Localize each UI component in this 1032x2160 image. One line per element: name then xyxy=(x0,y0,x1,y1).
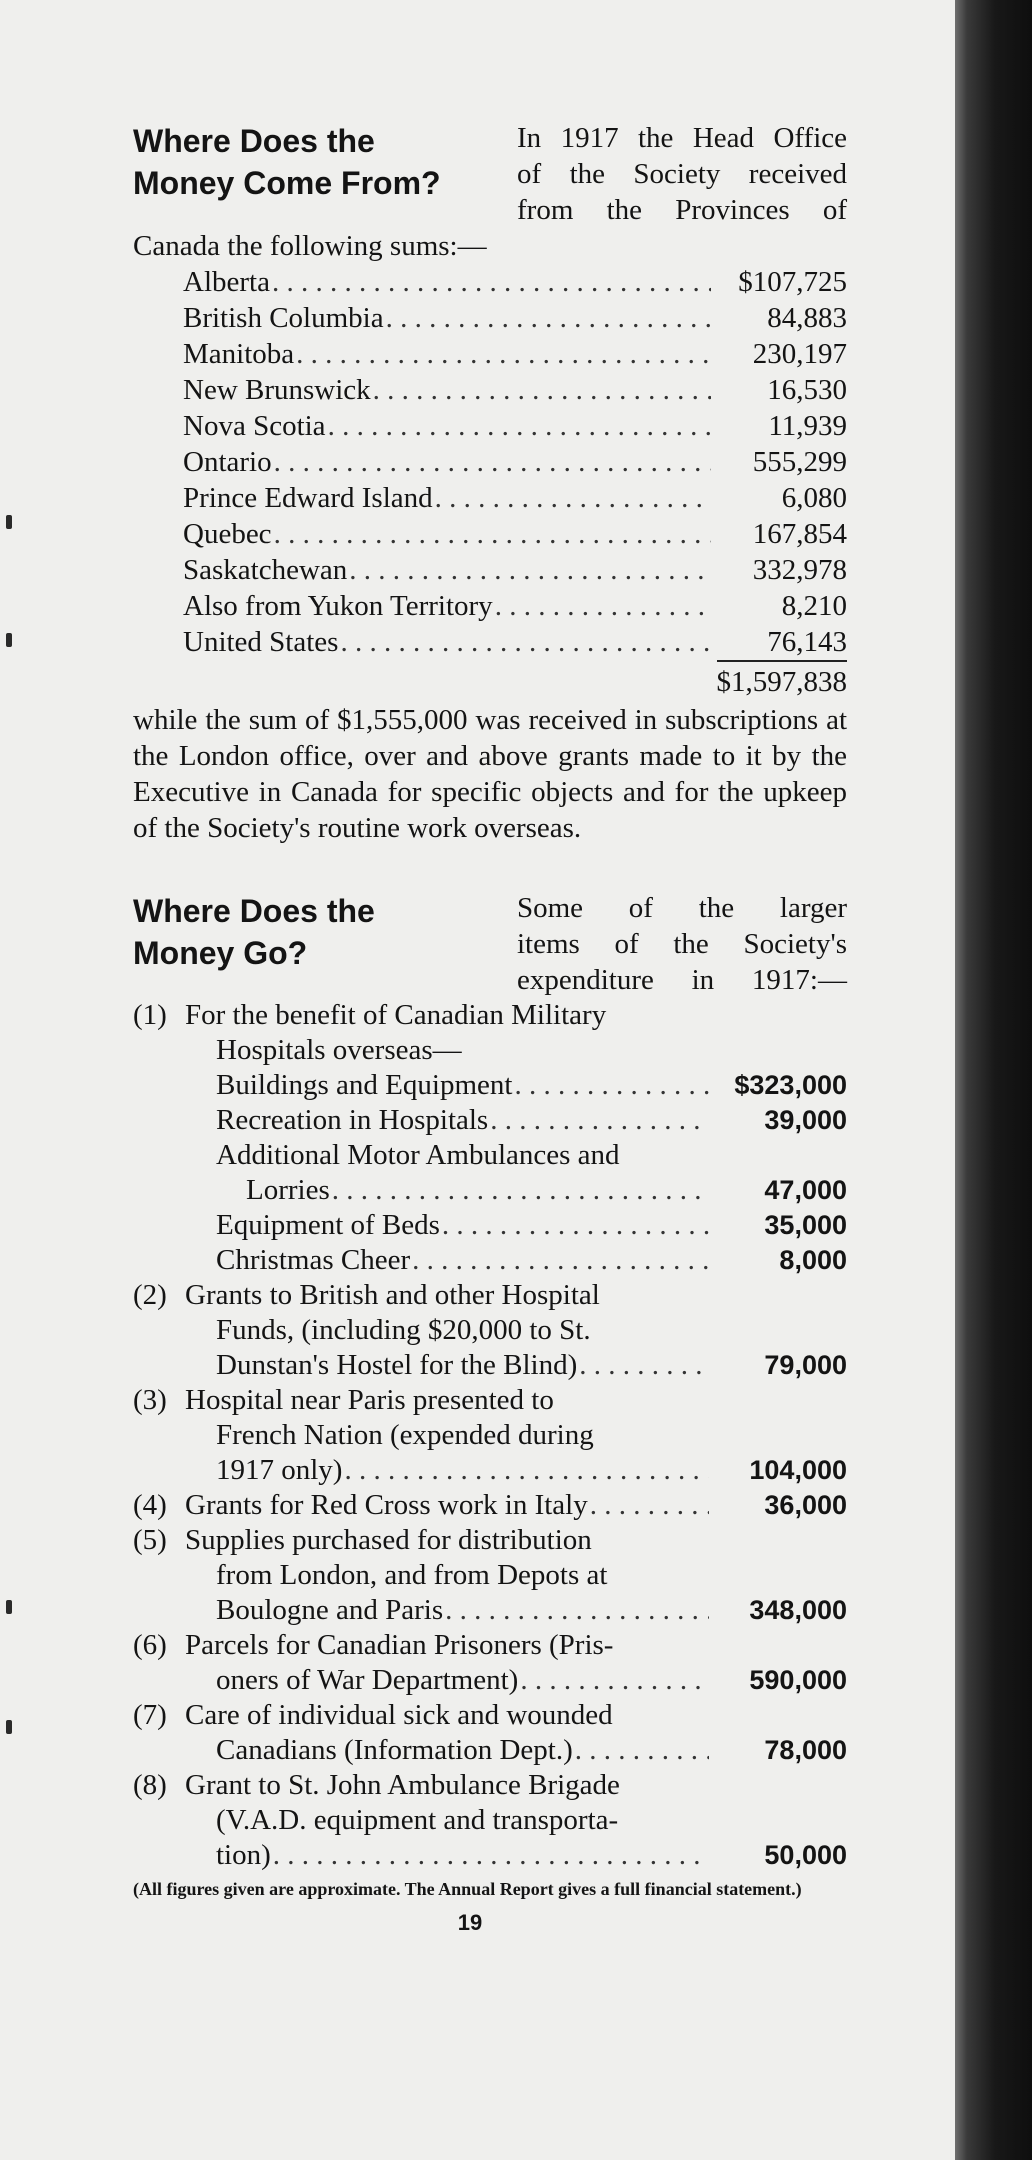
expenditure-intro-line1: Some of the larger xyxy=(517,892,847,924)
expenditure-intro-line3: expenditure in 1917:— xyxy=(517,964,847,996)
item-text: Care of individual sick and wounded xyxy=(185,1699,613,1731)
item-text: (V.A.D. equipment and transporta- xyxy=(216,1804,619,1836)
subitem-label: Buildings and Equipment xyxy=(216,1069,513,1101)
item-amount: 36,000 xyxy=(764,1490,847,1520)
province-row xyxy=(183,408,847,444)
income-section-header xyxy=(133,120,847,228)
item-text: Grant to St. John Ambulance Brigade xyxy=(185,1769,620,1801)
item-text: oners of War Department) xyxy=(216,1664,519,1696)
item-amount: 104,000 xyxy=(749,1455,847,1485)
income-heading-line2: Money Come From? xyxy=(133,165,441,201)
item-text: French Nation (expended during xyxy=(216,1419,594,1451)
item-text: Funds, (including $20,000 to St. xyxy=(216,1314,591,1346)
province-amount: 167,854 xyxy=(752,518,847,550)
binding-mark xyxy=(6,633,12,647)
province-amount: 8,210 xyxy=(781,590,847,622)
province-row xyxy=(183,336,847,372)
expenditure-heading xyxy=(133,890,503,974)
item-text: 1917 only) xyxy=(216,1454,343,1486)
province-row xyxy=(183,444,847,480)
item-amount: 50,000 xyxy=(764,1840,847,1870)
expenditure-item xyxy=(133,1698,847,1768)
province-name: Manitoba xyxy=(183,338,295,370)
item-text: Supplies purchased for distribution xyxy=(185,1524,592,1556)
item-amount: 590,000 xyxy=(749,1665,847,1695)
expenditure-heading-line1: Where Does the xyxy=(133,893,375,929)
province-amount: 332,978 xyxy=(752,554,847,586)
item-text: Hospitals overseas— xyxy=(216,1034,462,1066)
item-number: (1) xyxy=(133,999,167,1031)
scan-background-edge xyxy=(955,0,1032,2160)
province-name: New Brunswick xyxy=(183,374,371,406)
page-number: 19 xyxy=(457,1910,483,1935)
item-text: Hospital near Paris presented to xyxy=(185,1384,554,1416)
income-heading xyxy=(133,120,503,204)
province-name: Saskatchewan xyxy=(183,554,348,586)
item-text: Dunstan's Hostel for the Blind) xyxy=(216,1349,578,1381)
subitem-amount: 47,000 xyxy=(764,1175,847,1205)
expenditure-subitem xyxy=(133,1103,847,1138)
province-name: British Columbia xyxy=(183,302,384,334)
income-intro xyxy=(517,120,847,228)
item-number: (8) xyxy=(133,1769,167,1801)
item-number: (6) xyxy=(133,1629,167,1661)
province-name: Alberta xyxy=(183,266,270,298)
province-row xyxy=(183,480,847,516)
province-row xyxy=(183,372,847,408)
province-amount: 16,530 xyxy=(767,374,847,406)
expenditure-subitem xyxy=(133,1173,847,1208)
expenditure-item xyxy=(133,1523,847,1628)
income-total-row xyxy=(133,662,847,702)
subitem-label: Lorries xyxy=(246,1174,330,1206)
subitem-label: Equipment of Beds xyxy=(216,1209,440,1241)
item-number: (4) xyxy=(133,1489,167,1521)
province-list xyxy=(183,264,847,662)
income-heading-line1: Where Does the xyxy=(133,123,375,159)
expenditure-item xyxy=(133,1488,847,1523)
item-text: For the benefit of Canadian Military xyxy=(185,999,607,1031)
province-amount: 6,080 xyxy=(781,482,847,514)
item-amount: 79,000 xyxy=(764,1350,847,1380)
subitem-amount: $323,000 xyxy=(734,1070,847,1100)
subitem-label: Additional Motor Ambulances and xyxy=(216,1139,620,1171)
item-number: (7) xyxy=(133,1699,167,1731)
province-row xyxy=(183,264,847,300)
binding-mark xyxy=(6,1720,12,1734)
province-amount: 84,883 xyxy=(767,302,847,334)
item-text: tion) xyxy=(216,1839,271,1871)
item-text: Parcels for Canadian Prisoners (Pris- xyxy=(185,1629,614,1661)
expenditure-subitem xyxy=(133,1068,847,1103)
province-amount: 11,939 xyxy=(768,410,847,442)
province-name: Quebec xyxy=(183,518,272,550)
london-subscriptions-paragraph: while the sum of $1,555,000 was received in subscriptions at the London office, over and above grants made to it by the Executive in Canada for specific objects and for the upkeep of the Society's routine work overseas. xyxy=(133,704,847,844)
income-total: $1,597,838 xyxy=(716,666,847,698)
province-name: Ontario xyxy=(183,446,272,478)
province-amount: 555,299 xyxy=(752,446,847,478)
expenditure-section-header xyxy=(133,890,847,998)
expenditure-item xyxy=(133,998,847,1278)
income-intro-line2: of the Society received xyxy=(517,158,847,190)
item-text: Boulogne and Paris xyxy=(216,1594,444,1626)
province-name: United States xyxy=(183,626,339,658)
item-text: from London, and from Depots at xyxy=(216,1559,608,1591)
income-intro-line3: from the Provinces of xyxy=(517,194,847,226)
expenditure-intro xyxy=(517,890,847,998)
subitem-label: Recreation in Hospitals xyxy=(216,1104,489,1136)
province-row xyxy=(183,516,847,552)
item-text: Canadians (Information Dept.) xyxy=(216,1734,573,1766)
expenditure-item xyxy=(133,1278,847,1383)
province-name: Nova Scotia xyxy=(183,410,326,442)
item-amount: 78,000 xyxy=(764,1735,847,1765)
footnote: (All figures given are approximate. The Annual Report gives a full financial statement.) xyxy=(133,1879,802,1899)
province-row xyxy=(183,552,847,588)
subitem-label: Christmas Cheer xyxy=(216,1244,411,1276)
expenditure-item xyxy=(133,1768,847,1873)
subitem-amount: 39,000 xyxy=(764,1105,847,1135)
item-text: Grants for Red Cross work in Italy xyxy=(185,1489,588,1521)
expenditure-subitem xyxy=(133,1208,847,1243)
expenditure-intro-line2: items of the Society's xyxy=(517,928,847,960)
province-row xyxy=(183,588,847,624)
item-number: (2) xyxy=(133,1279,167,1311)
item-number: (5) xyxy=(133,1524,167,1556)
province-amount: 230,197 xyxy=(752,338,847,370)
item-amount: 348,000 xyxy=(749,1595,847,1625)
income-intro-continued: Canada the following sums:— xyxy=(133,230,487,262)
expenditure-item xyxy=(133,1383,847,1488)
province-amount: $107,725 xyxy=(738,266,847,298)
province-name: Also from Yukon Territory xyxy=(183,590,493,622)
binding-mark xyxy=(6,1600,12,1614)
province-name: Prince Edward Island xyxy=(183,482,433,514)
province-amount: 76,143 xyxy=(717,624,847,662)
subitem-amount: 35,000 xyxy=(764,1210,847,1240)
page-content xyxy=(133,120,847,1936)
expenditure-subitem xyxy=(133,1243,847,1278)
province-row xyxy=(183,300,847,336)
province-row xyxy=(183,624,847,662)
income-intro-line1: In 1917 the Head Office xyxy=(517,122,847,154)
expenditure-heading-line2: Money Go? xyxy=(133,935,308,971)
subitem-amount: 8,000 xyxy=(779,1245,847,1275)
binding-mark xyxy=(6,515,12,529)
expenditure-item xyxy=(133,1628,847,1698)
item-text: Grants to British and other Hospital xyxy=(185,1279,600,1311)
item-number: (3) xyxy=(133,1384,167,1416)
